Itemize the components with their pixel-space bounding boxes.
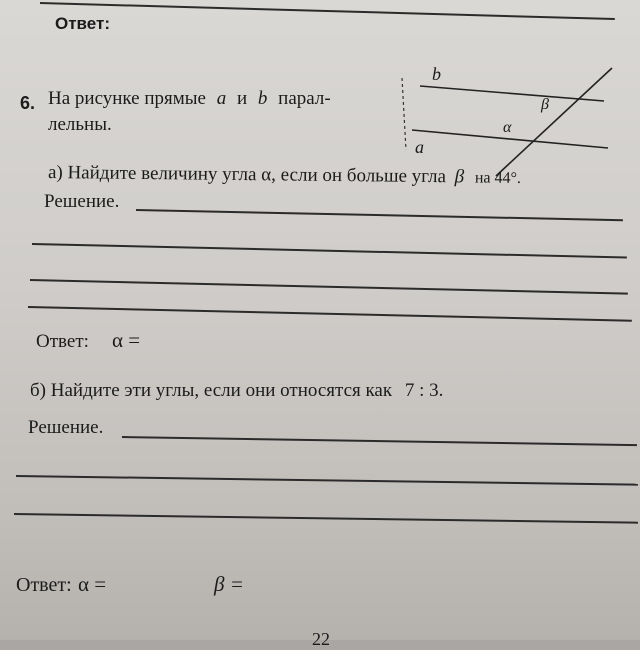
top-answer-label: Ответ:	[55, 14, 110, 33]
line-b-label: b	[257, 88, 268, 109]
task-number: 6.	[20, 93, 36, 113]
page-number: 22	[312, 629, 330, 649]
part-b-answer-beta: β =	[214, 572, 244, 596]
part-a-question-start: а) Найдите величину угла α, если он больше угла	[47, 162, 447, 188]
and-word: и	[237, 88, 248, 109]
statement-text-start: На рисунке прямые	[48, 88, 206, 109]
part-b-ratio: 7 : 3.	[404, 380, 444, 401]
part-b-solution-label: Решение.	[28, 417, 104, 438]
part-a-solution-label: Решение.	[44, 191, 120, 212]
part-b-question-text: б) Найдите эти углы, если они относятся как	[30, 380, 393, 401]
part-b-answer-alpha: α =	[78, 572, 107, 596]
figure-label-alpha: α	[503, 119, 512, 136]
dashed-vertical-line	[402, 78, 406, 150]
part-a-question-beta: β	[454, 166, 465, 188]
task-statement-line2: лельны.	[48, 114, 112, 135]
transversal-line	[496, 68, 612, 176]
statement-text-end: парал-	[278, 88, 331, 109]
part-a-answer-label: Ответ:	[36, 331, 89, 352]
part-b-question	[30, 380, 443, 402]
part-a-answer-expr: α =	[112, 328, 141, 352]
figure-label-b: b	[432, 64, 441, 84]
part-b-answer-label: Ответ:	[16, 574, 72, 596]
figure-label-beta: β	[541, 96, 549, 113]
part-a-question-end: на 44°.	[474, 169, 522, 187]
figure-label-a: a	[415, 137, 424, 157]
line-b	[420, 86, 604, 101]
line-a-label: a	[216, 88, 227, 109]
